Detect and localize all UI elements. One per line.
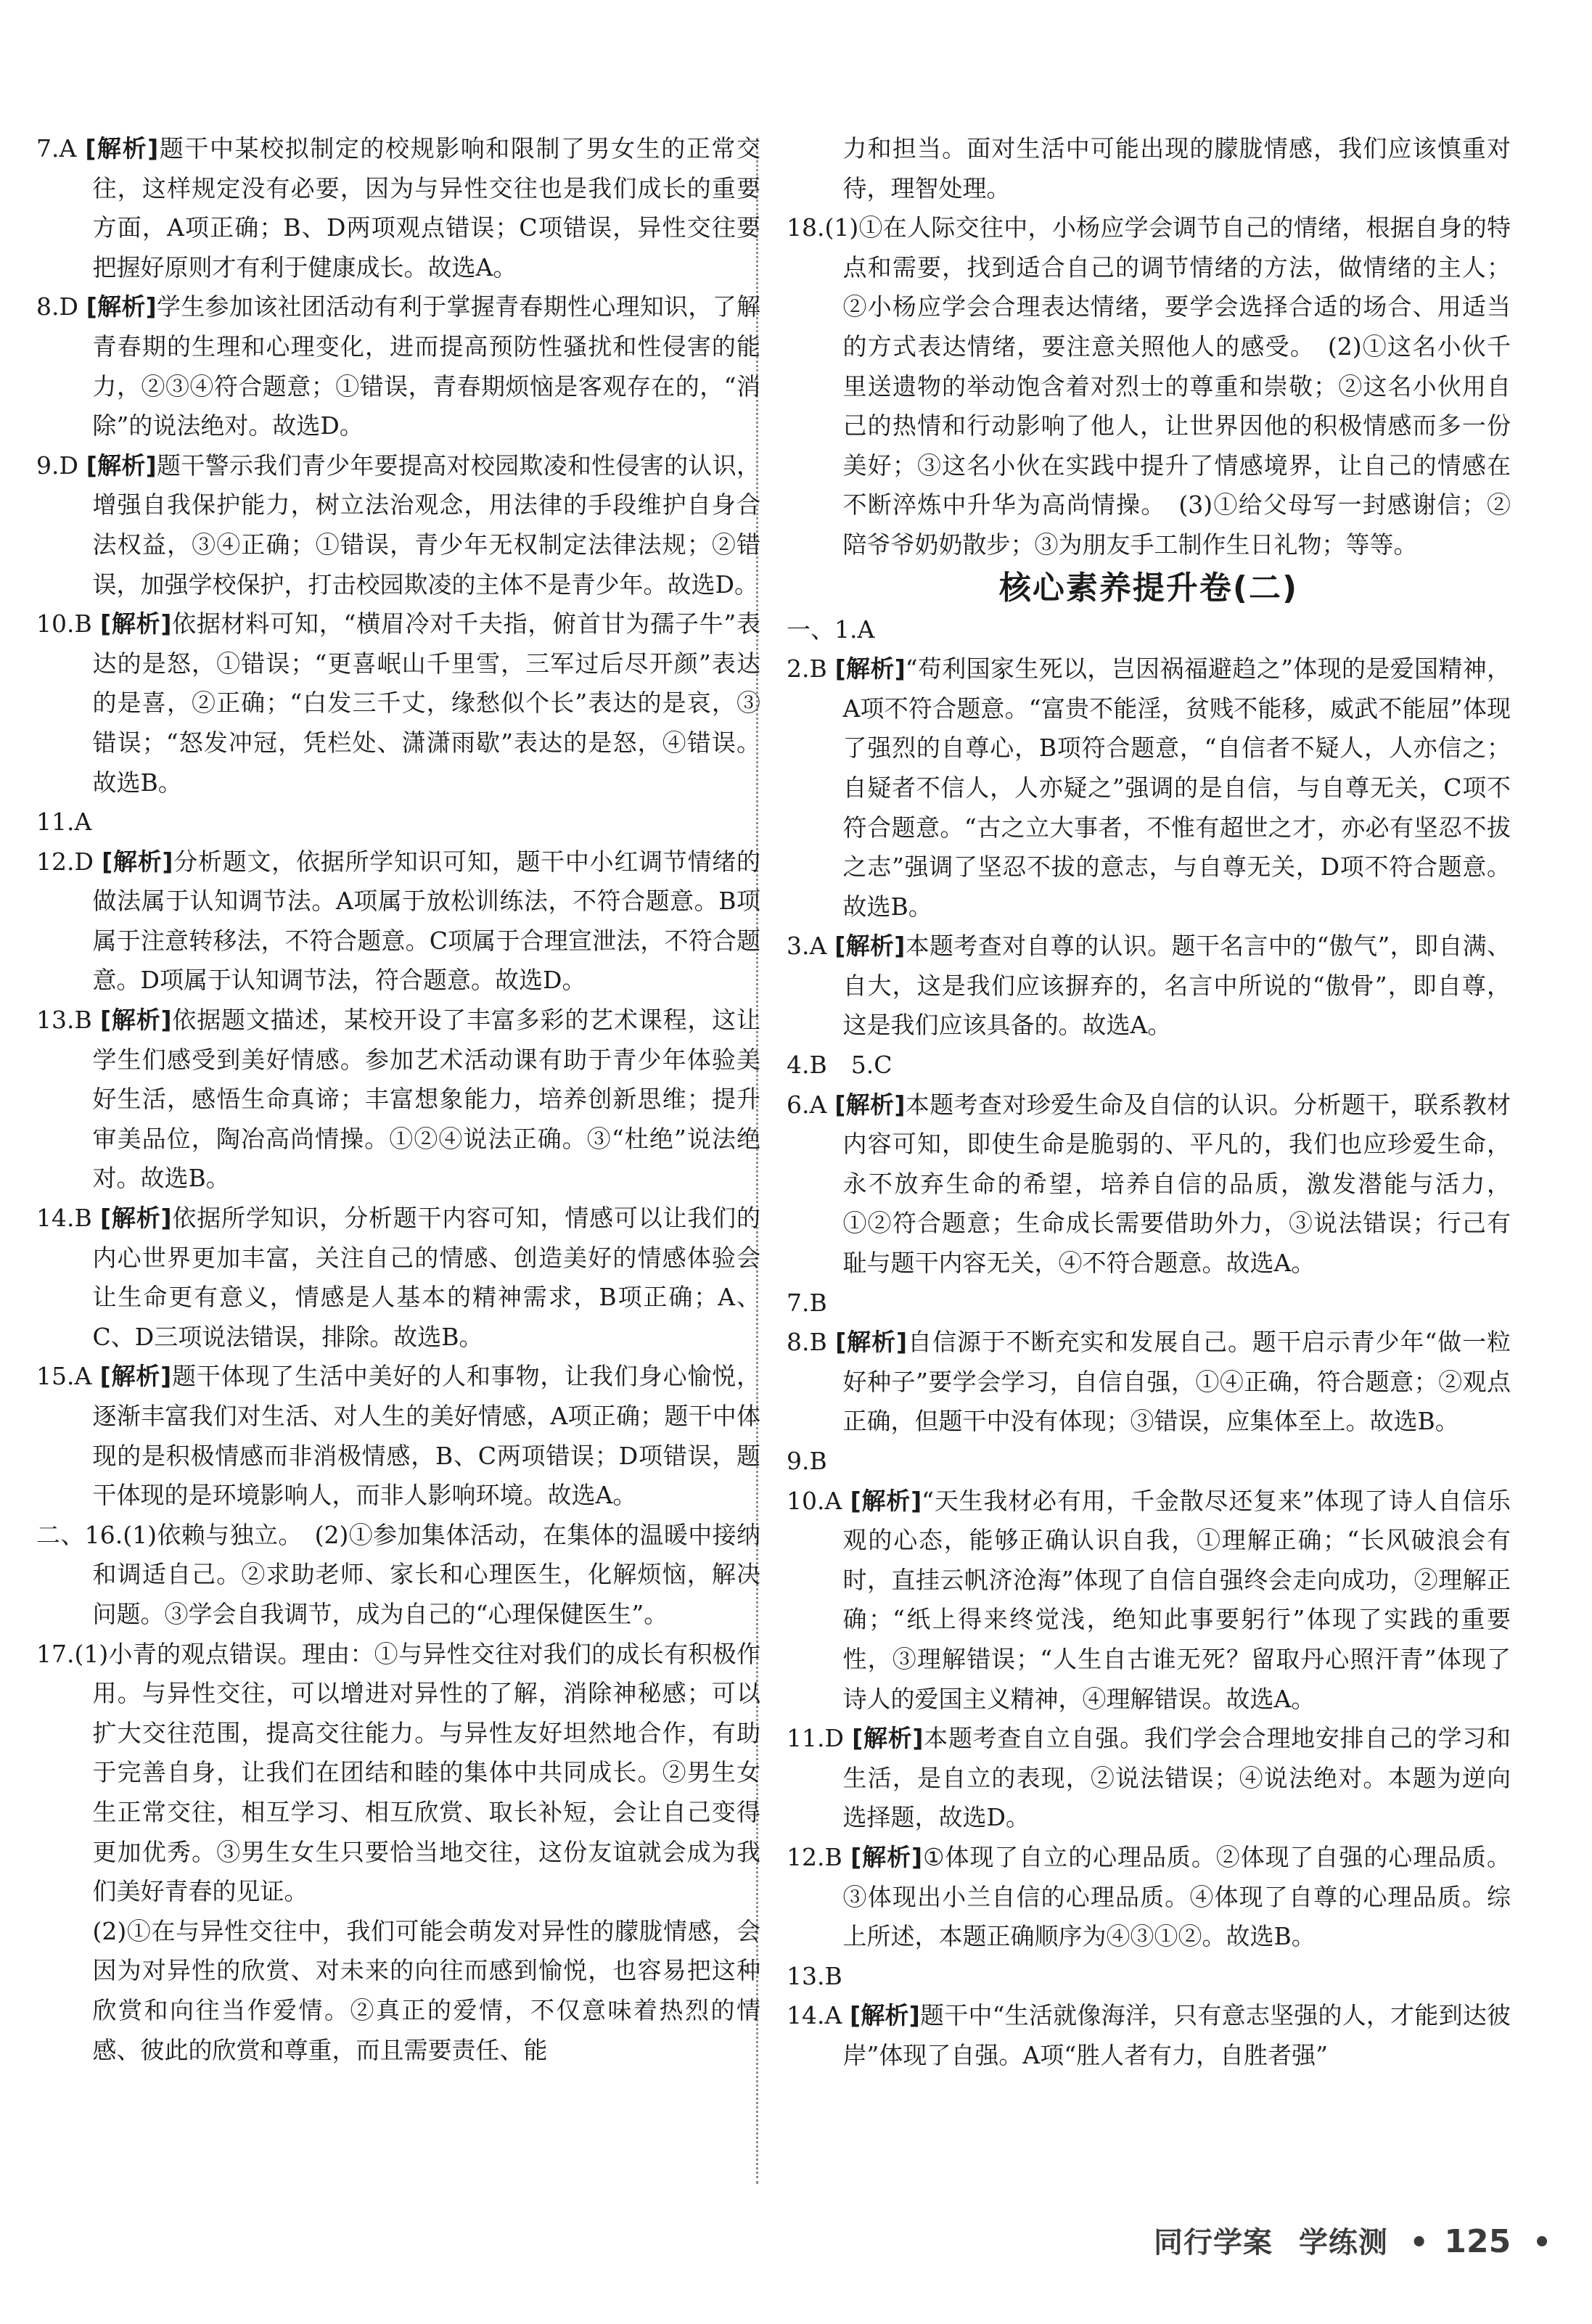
answer-item bbox=[36, 604, 760, 802]
answer-item bbox=[787, 1482, 1511, 1720]
analysis-tag: [解析] bbox=[834, 1090, 906, 1119]
answer-item bbox=[787, 1996, 1511, 2075]
answer-number: 18. bbox=[787, 213, 825, 242]
analysis-tag: [解析] bbox=[852, 1724, 924, 1753]
analysis-tag: [解析] bbox=[850, 1486, 922, 1515]
analysis-tag: [解析] bbox=[99, 609, 172, 639]
page-number: 125 bbox=[1444, 2223, 1511, 2260]
analysis-tag: [解析] bbox=[100, 1006, 172, 1035]
answer-item bbox=[787, 1719, 1511, 1838]
answer-item bbox=[787, 1838, 1511, 1957]
answer-text: (1)小青的观点错误。理由：①与异性交往对我们的成长有积极作用。与异性交往，可以增进对异性的了解，消除神秘感；可以扩大交往范围，提高交往能力。与异性友好坦然地合作，有助于完善自身，让我们在团结和睦的集体中共同成长。②男生女生正常交往，相互学习、相互欣赏、取长补短，会让自己变得更加优秀。③男生女生只要恰当地交往，这份友谊就会成为我们美好青春的见证。 bbox=[74, 1639, 760, 1906]
answer-number: 4.B 5.C bbox=[787, 1051, 893, 1080]
answer-item bbox=[36, 1516, 760, 1635]
page-footer bbox=[1154, 2220, 1551, 2264]
analysis-tag: [解析] bbox=[100, 1204, 172, 1233]
analysis-tag: [解析] bbox=[86, 451, 157, 480]
answer-text: “苟利国家生死以，岂因祸福避趋之”体现的是爱国精神，A项不符合题意。“富贵不能淫，贫贱不能移，威武不能屈”体现了强烈的自尊心，B项符合题意，“自信者不疑人，人亦信之；自疑者不信人，人亦疑之”强调的是自信，与自尊无关，C项不符合题意。“古之立大事者，不惟有超世之才，亦必有坚忍不拔之志”强调了坚忍不拔的意志，与自尊无关，D项不符合题意。故选B。 bbox=[842, 654, 1511, 921]
answer-number: 9.B bbox=[787, 1447, 827, 1475]
answer-text: 本题考查对珍爱生命及自信的认识。分析题干，联系教材内容可知，即使生命是脆弱的、平凡的，我们也应珍爱生命，永不放弃生命的希望，培养自信的品质，激发潜能与活力，①②符合题意；生命成长需要借助外力，③说法错误；行己有耻与题干内容无关，④不符合题意。故选A。 bbox=[842, 1090, 1511, 1278]
answer-item bbox=[36, 842, 760, 1001]
answer-number: 14.B bbox=[36, 1204, 92, 1233]
answer-number: 二、16. bbox=[36, 1520, 123, 1549]
answer-item bbox=[36, 802, 760, 842]
answer-item bbox=[36, 1912, 760, 2070]
answer-text: 依据材料可知，“横眉冷对千夫指，俯首甘为孺子牛”表达的是怒，①错误；“更喜岷山千里雪，三军过后尽开颜”表达的是喜，②正确；“白发三千丈，缘愁似个长”表达的是哀，③错误；“怒发冲冠，凭栏处、潇潇雨歇”表达的是怒，④错误。故选B。 bbox=[92, 609, 760, 797]
answer-number: 11.A bbox=[36, 808, 92, 837]
answer-text: (1)①在人际交往中，小杨应学会调节自己的情绪，根据自身的特点和需要，找到适合自己的调节情绪的方法，做情绪的主人；②小杨应学会合理表达情绪，要学会选择合适的场合、用适当的方式表达情绪，要注意关照他人的感受。 (2)①这名小伙千里送遗物的举动饱含着对烈士的尊重和崇敬；②这名小伙用自己的热情和行动影响了他人，让世界因他的积极情感而多一份美好；③这名小伙在实践中提升了情感境界，让自己的情感在不断淬炼中升华为高尚情操。 (3)①给父母写一封感谢信；②陪爷爷奶奶散步；③为朋友手工制作生日礼物；等等。 bbox=[824, 213, 1511, 559]
analysis-tag: [解析] bbox=[835, 1328, 908, 1357]
answer-number: 8.D bbox=[36, 292, 78, 321]
answer-item bbox=[36, 446, 760, 604]
analysis-tag: [解析] bbox=[99, 1362, 172, 1391]
left-column bbox=[36, 129, 760, 2070]
answer-number: 17. bbox=[36, 1639, 75, 1668]
footer-bullet-end: • bbox=[1532, 2226, 1551, 2259]
answer-text: 题干中“生活就像海洋，只有意志坚强的人，才能到达彼岸”体现了自强。A项“胜人者有力，自胜者强” bbox=[842, 2001, 1511, 2069]
answer-number: 12.D bbox=[36, 847, 94, 876]
answer-number: 12.B bbox=[787, 1842, 842, 1871]
answer-list-volume-two bbox=[787, 610, 1511, 2076]
answer-item bbox=[36, 1357, 760, 1515]
answer-text: “天生我材必有用，千金散尽还复来”体现了诗人自信乐观的心态，能够正确认识自我，①理解正确；“长风破浪会有时，直挂云帆济沧海”体现了自信自强终会走向成功，②理解正确；“纸上得来终觉浅，绝知此事要躬行”体现了实践的重要性，③理解错误；“人生自古谁无死？留取丹心照汗青”体现了诗人的爱国主义精神，④理解错误。故选A。 bbox=[842, 1486, 1511, 1713]
answer-text: 本题考查自立自强。我们学会合理地安排自己的学习和生活，是自立的表现，②说法错误；④说法绝对。本题为逆向选择题，故选D。 bbox=[842, 1724, 1511, 1832]
answer-text: 题干中某校拟制定的校规影响和限制了男女生的正常交往，这样规定没有必要，因为与异性交往也是我们成长的重要方面，A项正确；B、D两项观点错误；C项错误，异性交往要把握好原则才有利于健康成长。故选A。 bbox=[92, 134, 760, 282]
answer-item bbox=[36, 1635, 760, 1912]
answer-text: (2)①在与异性交往中，我们可能会萌发对异性的朦胧情感，会因为对异性的欣赏、对未来的向往而感到愉悦，也容易把这种欣赏和向往当作爱情。②真正的爱情，不仅意味着热烈的情感、彼此的欣赏和尊重，而且需要责任、能 bbox=[92, 1916, 760, 2064]
analysis-tag: [解析] bbox=[834, 654, 906, 683]
analysis-tag: [解析] bbox=[86, 292, 157, 321]
answer-number: 7.B bbox=[787, 1288, 827, 1317]
answer-text: 依据所学知识，分析题干内容可知，情感可以让我们的内心世界更加丰富，关注自己的情感、创造美好的情感体验会让生命更有意义，情感是人基本的精神需求，B项正确；A、C、D三项说法错误，排除。故选B。 bbox=[92, 1204, 760, 1351]
analysis-tag: [解析] bbox=[850, 2001, 920, 2030]
answer-number: 9.D bbox=[36, 451, 78, 480]
section-title: 核心素养提升卷(二) bbox=[998, 569, 1299, 607]
answer-item bbox=[787, 649, 1511, 927]
analysis-tag: [解析] bbox=[834, 932, 906, 961]
answer-item bbox=[36, 287, 760, 445]
answer-item bbox=[787, 1957, 1511, 1997]
analysis-tag: [解析] bbox=[85, 134, 159, 163]
answer-item bbox=[787, 208, 1511, 564]
answer-item bbox=[787, 1323, 1511, 1442]
answer-item bbox=[787, 129, 1511, 208]
answer-item bbox=[787, 610, 1511, 650]
answer-number: 10.A bbox=[787, 1486, 842, 1515]
answer-item bbox=[787, 1085, 1511, 1284]
answer-number: 13.B bbox=[36, 1006, 92, 1035]
analysis-tag: [解析] bbox=[850, 1842, 923, 1871]
footer-brand: 同行学案 bbox=[1154, 2226, 1273, 2259]
answer-item bbox=[36, 129, 760, 287]
answer-number: 15.A bbox=[36, 1362, 92, 1391]
answer-text: 题干警示我们青少年要提高对校园欺凌和性侵害的认识，增强自我保护能力，树立法治观念，用法律的手段维护自身合法权益，③④正确；①错误，青少年无权制定法律法规；②错误，加强学校保护，打击校园欺凌的主体不是青少年。故选D。 bbox=[92, 451, 760, 599]
answer-text: 分析题文，依据所学知识可知，题干中小红调节情绪的做法属于认知调节法。A项属于放松训练法，不符合题意。B项属于注意转移法，不符合题意。C项属于合理宣泄法，不符合题意。D项属于认知调节法，符合题意。故选D。 bbox=[92, 847, 760, 995]
answer-text: 依据题文描述，某校开设了丰富多彩的艺术课程，这让学生们感受到美好情感。参加艺术活动课有助于青少年体验美好生活，感悟生命真谛；丰富想象能力，培养创新思维；提升审美品位，陶冶高尚情操。①②④说法正确。③“杜绝”说法绝对。故选B。 bbox=[92, 1006, 760, 1193]
answer-item bbox=[787, 927, 1511, 1046]
answer-item bbox=[787, 1046, 1511, 1085]
answer-text: 学生参加该社团活动有利于掌握青春期性心理知识，了解青春期的生理和心理变化，进而提高预防性骚扰和性侵害的能力，②③④符合题意；①错误，青春期烦恼是客观存在的，“消除”的说法绝对。故选D。 bbox=[92, 292, 760, 440]
answer-number: 2.B bbox=[787, 654, 827, 683]
footer-bullet: • bbox=[1409, 2226, 1429, 2259]
footer-series: 学练测 bbox=[1298, 2226, 1388, 2259]
answer-number: 一、1.A bbox=[787, 615, 875, 644]
answer-number: 10.B bbox=[36, 609, 92, 639]
right-column-continuation bbox=[787, 129, 1511, 565]
analysis-tag: [解析] bbox=[102, 847, 173, 876]
right-column bbox=[787, 129, 1511, 2076]
answer-text: 力和担当。面对生活中可能出现的朦胧情感，我们应该慎重对待，理智处理。 bbox=[842, 134, 1511, 202]
answer-number: 11.D bbox=[787, 1724, 844, 1753]
answer-text: ①体现了自立的心理品质。②体现了自强的心理品质。③体现出小兰自信的心理品质。④体现了自尊的心理品质。综上所述，本题正确顺序为④③①②。故选B。 bbox=[842, 1842, 1511, 1951]
answer-number: 13.B bbox=[787, 1961, 842, 1990]
answer-text: 题干体现了生活中美好的人和事物，让我们身心愉悦，逐渐丰富我们对生活、对人生的美好情感，A项正确；题干中体现的是积极情感而非消极情感，B、C两项错误；D项错误，题干体现的是环境影响人，而非人影响环境。故选A。 bbox=[92, 1362, 760, 1510]
answer-text: (1)依赖与独立。 (2)①参加集体活动，在集体的温暖中接纳和调适自己。②求助老师、家长和心理医生，化解烦恼，解决问题。③学会自我调节，成为自己的“心理保健医生”。 bbox=[92, 1520, 760, 1628]
answer-number: 3.A bbox=[787, 932, 827, 961]
answer-item bbox=[36, 1001, 760, 1199]
answer-number: 14.A bbox=[787, 2001, 842, 2030]
answer-item bbox=[787, 1442, 1511, 1482]
answer-number: 7.A bbox=[36, 134, 77, 163]
answer-text: 自信源于不断充实和发展自己。题干启示青少年“做一粒好种子”要学会学习，自信自强，①④正确，符合题意；②观点正确，但题干中没有体现；③错误，应集体至上。故选B。 bbox=[842, 1328, 1511, 1436]
answer-text: 本题考查对自尊的认识。题干名言中的“傲气”，即自满、自大，这是我们应该摒弃的，名言中所说的“傲骨”，即自尊，这是我们应该具备的。故选A。 bbox=[842, 932, 1511, 1040]
answer-number: 6.A bbox=[787, 1090, 827, 1119]
answer-item bbox=[36, 1199, 760, 1357]
answer-number: 8.B bbox=[787, 1328, 827, 1357]
answer-item bbox=[787, 1284, 1511, 1323]
